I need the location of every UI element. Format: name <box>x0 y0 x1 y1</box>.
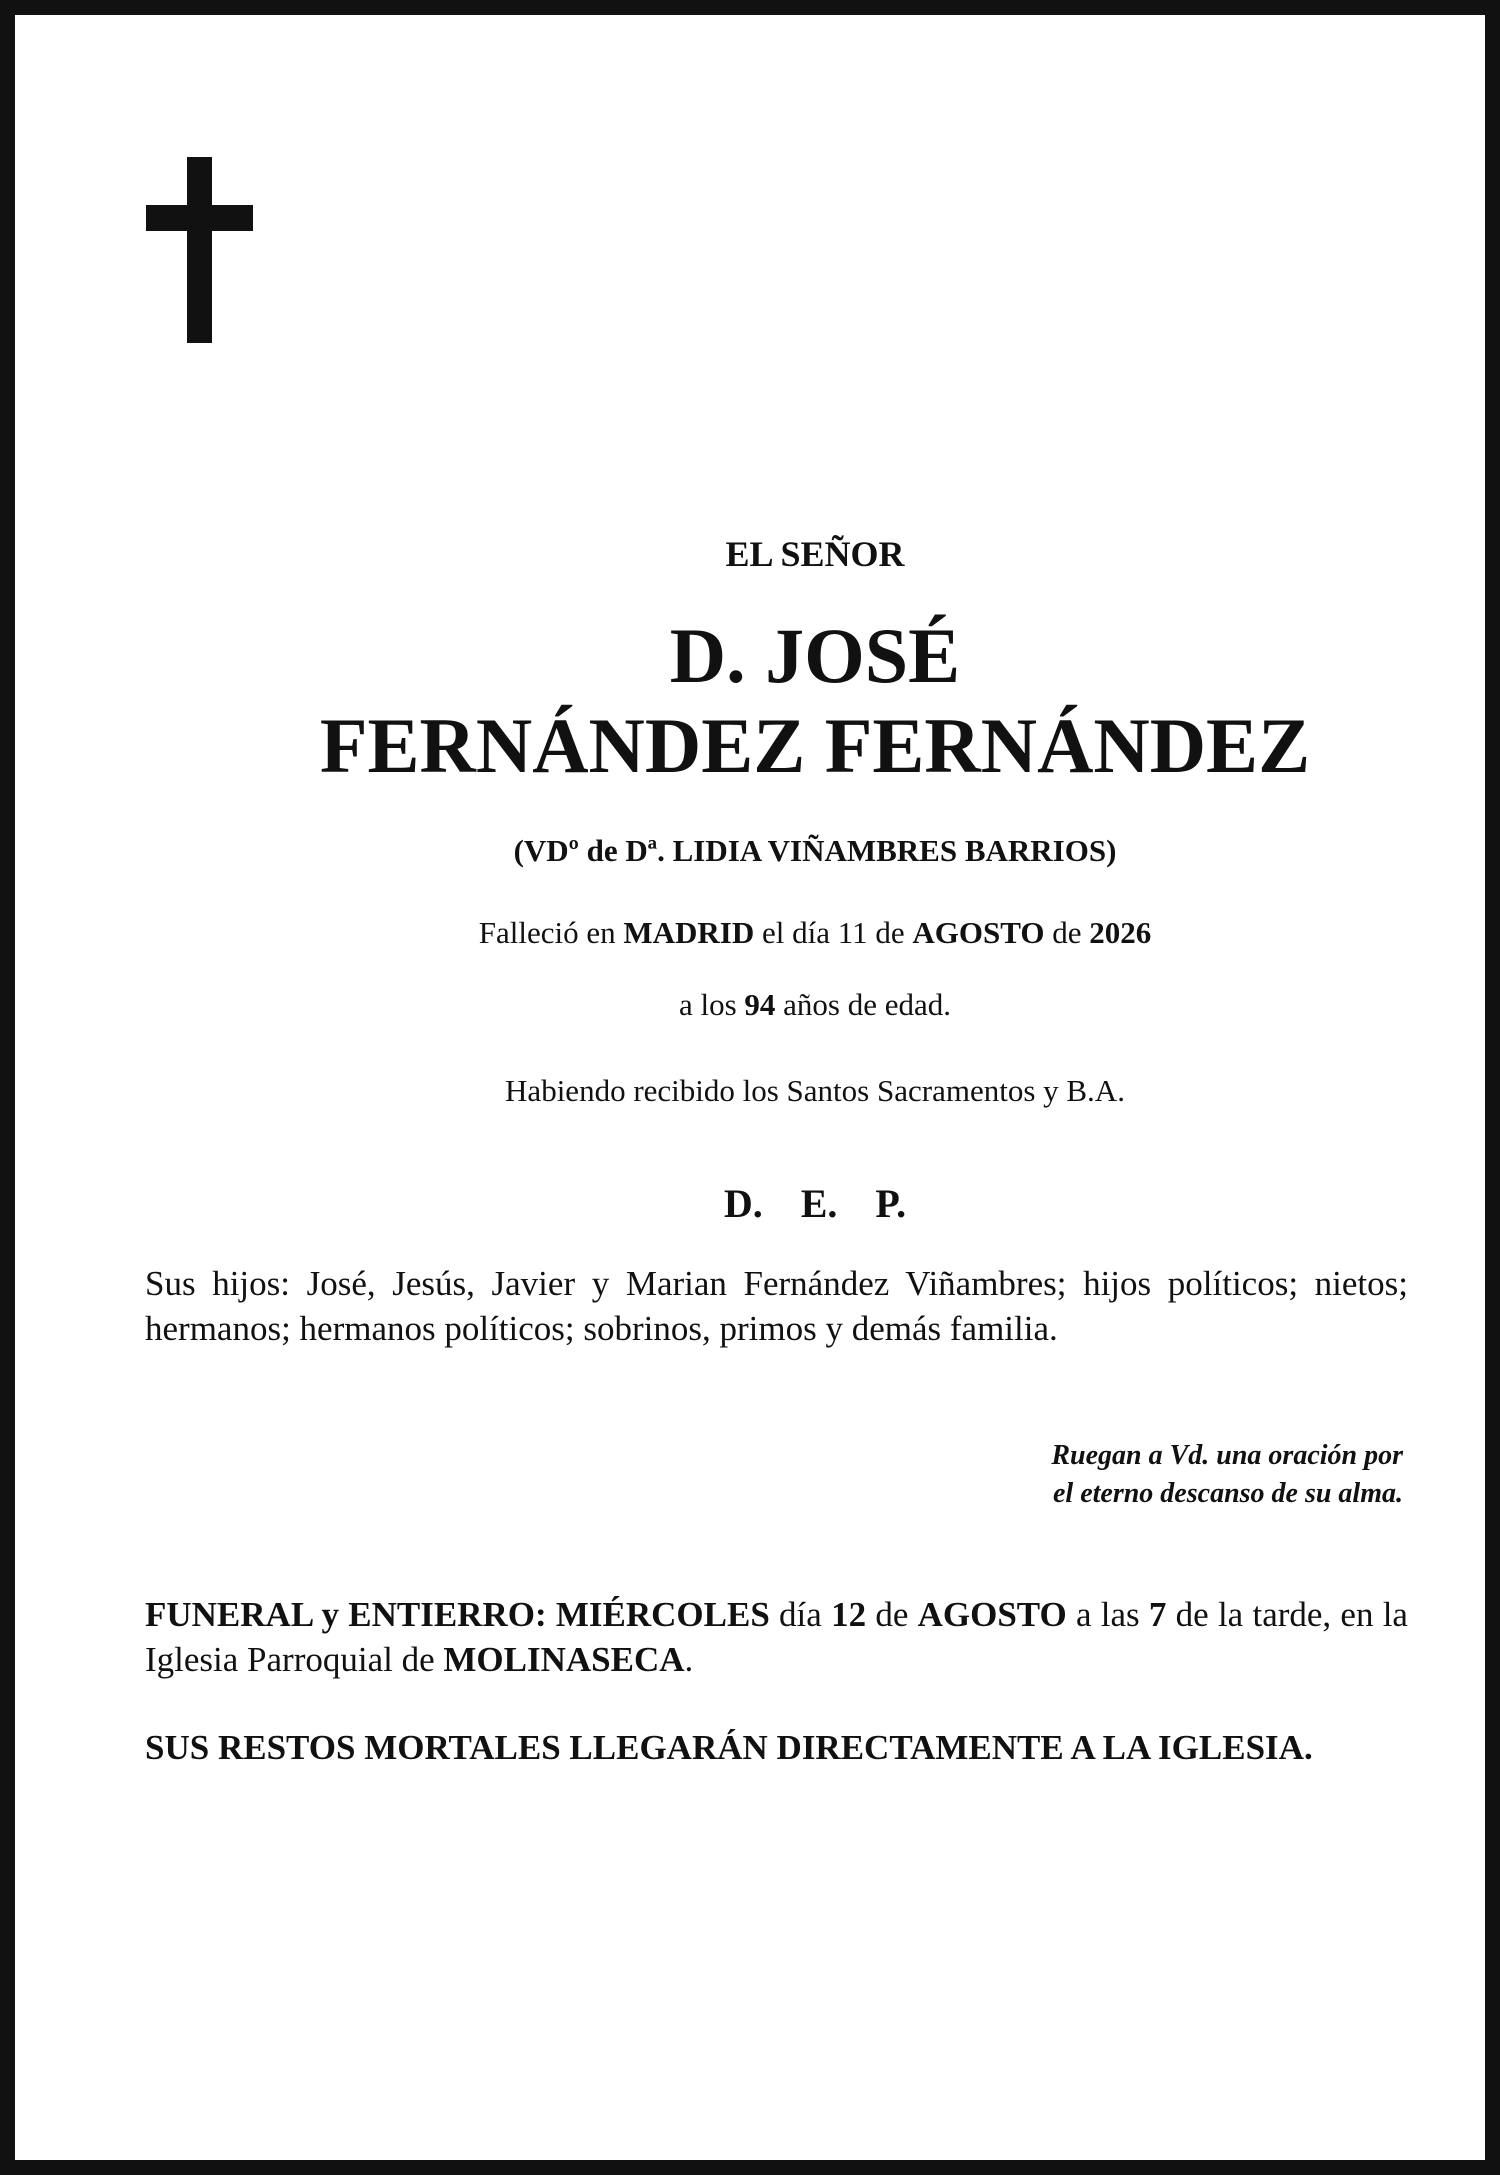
age-info: a los 94 años de edad. <box>678 987 952 1022</box>
deceased-name-line1: D. JOSÉ <box>669 612 961 699</box>
deceased-name-line2: FERNÁNDEZ FERNÁNDEZ <box>319 702 1311 789</box>
funeral-day: 12 <box>831 1595 867 1634</box>
funeral-label: FUNERAL y ENTIERRO: MIÉRCOLES <box>145 1595 770 1634</box>
funeral-paragraph: FUNERAL y ENTIERRO: MIÉRCOLES día 12 de AGOSTO a las 7 de la tarde, en la Iglesia Parroquial de MOLINASECA. <box>145 1595 1408 1679</box>
death-month: AGOSTO <box>912 915 1045 950</box>
funeral-town: MOLINASECA <box>443 1640 685 1679</box>
death-year: 2026 <box>1089 915 1152 950</box>
remains-notice: SUS RESTOS MORTALES LLEGARÁN DIRECTAMENTE A LA IGLESIA. <box>145 1728 1313 1767</box>
heading: EL SEÑOR <box>725 534 905 574</box>
widower-of: (VDº de Dª. LIDIA VIÑAMBRES BARRIOS) <box>513 833 1117 868</box>
prayer-request: Ruegan a Vd. una oración por el eterno descanso de su alma. <box>1051 1440 1403 1509</box>
family-paragraph: Sus hijos: José, Jesús, Javier y Marian Fernández Viñambres; hijos políticos; nietos; hermanos; hermanos políticos; sobrinos, primos y demás familia. <box>145 1264 1408 1348</box>
death-info: Falleció en MADRID el día 11 de AGOSTO de 2026 <box>478 915 1152 950</box>
sacraments-line: Habiendo recibido los Santos Sacramentos y B.A. <box>505 1073 1125 1108</box>
age-years: 94 <box>744 987 776 1022</box>
death-place: MADRID <box>623 915 755 950</box>
cross-icon <box>146 157 253 343</box>
dep-line: D. E. P. <box>723 1181 907 1226</box>
funeral-month: AGOSTO <box>917 1595 1067 1634</box>
funeral-hour: 7 <box>1148 1595 1167 1634</box>
